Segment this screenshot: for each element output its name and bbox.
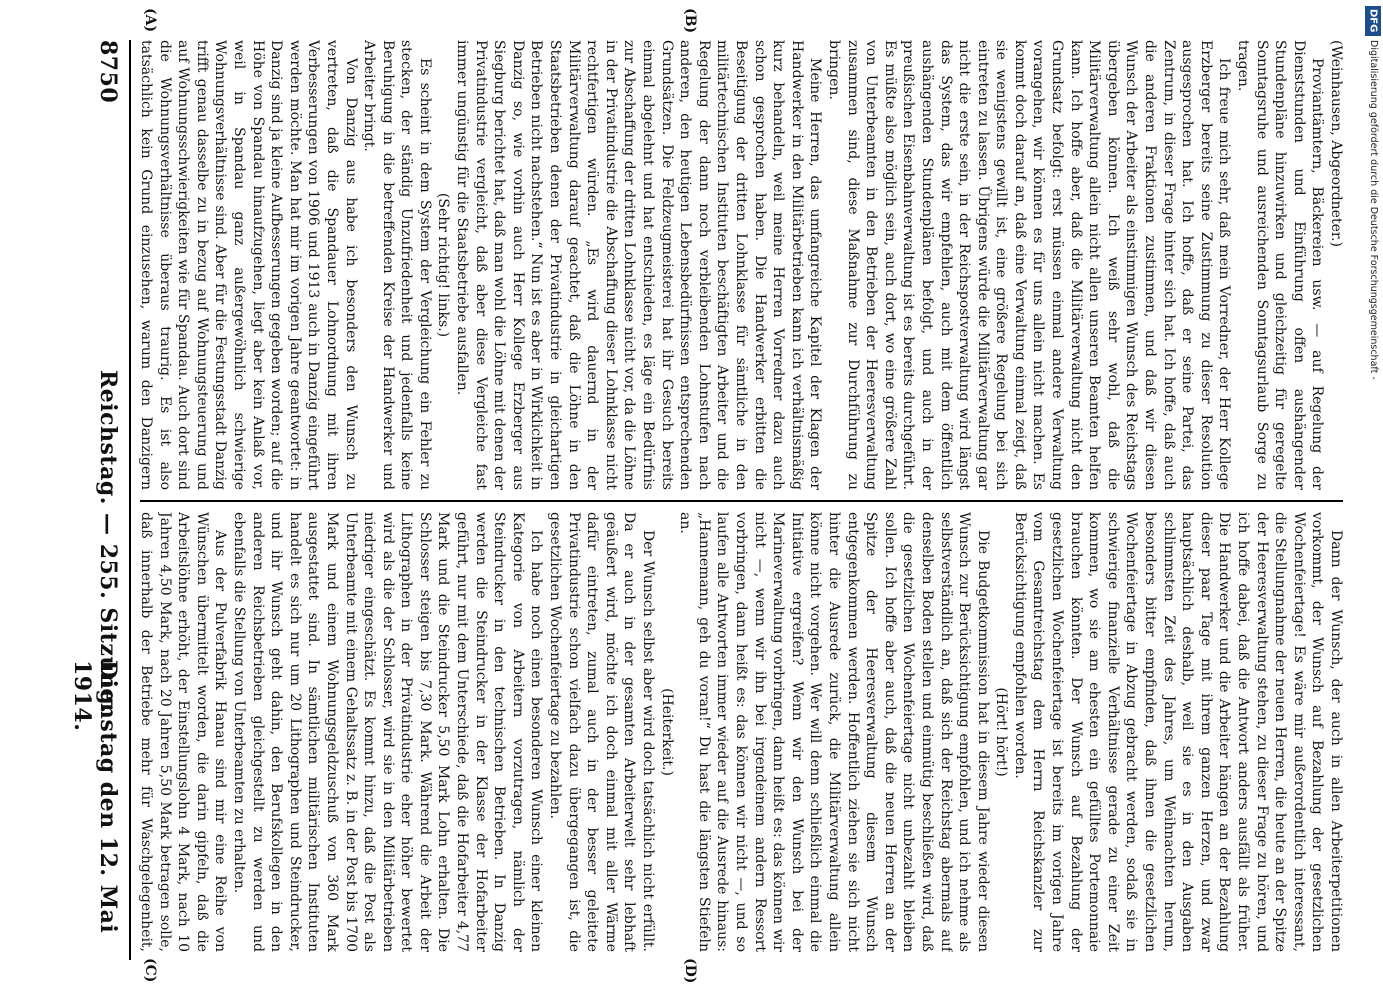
column-divider [140,500,1343,502]
interjection: (Heiterkeit.) [658,688,675,776]
paragraph: Dann der Wunsch, der auch in allen Arbeiterpetitionen vorkommt, der Wunsch auf Bezahlung der gesetzlichen Wochenfeiertage! Es wäre mir außerordentlich interessant, die Stellungnahme der neuen Herren, die heute an der Spitze der Heeresverwaltung stehen, zu dieser Frage zu hören, und ich hoffe dabei, daß die Antwort anders ausfällt als früher. Die Handwerker und die Arbeiter hängen an der Bezahlung dieser paar Tage mit ihrem ganzen Herzen, und zwar hauptsächlich deshalb, weil sie es in den Ausgaben schlimmsten Zeit des Jahres, um Weihnachten herum, besonders bitter empfinden, daß ihnen die gesetzlichen Wochenfeiertage in Abzug gebracht werden, sodaß sie in schwierige finanzielle Verhältnisse gerade zu einer Zeit kommen, wo sie am ehesten ein gefülltes Portemonnaie brauchen könnten. Der Wunsch auf Bezahlung der gesetzlichen Wochenfeiertage ist bereits im vorigen Jahre vom Gesamtreichstag dem Herrn Reichskanzler zur Berücksichtigung empfohlen worden. [1011,512,1344,952]
margin-d: (D) [682,958,698,984]
header-rule [129,40,131,960]
digitization-note: Digitalisierung gefördert durch die Deutsche Forschungsgemeinschaft - [1368,40,1379,380]
paragraph: Ich freue mich sehr, daß mein Vorredner, der Herr Kollege Erzberger bereits seine Zustimmung zu dieser Resolution ausgesprochen hat. Ich hoffe, daß er seine Partei, das Zentrum, in dieser Frage hinter sich hat. Ich hoffe, daß auch die anderen Fraktionen zustimmen, und daß wir diesen Wunsch der Arbeiter als einstimmigen Wunsch des Reichstags übergeben können. Ich weiß sehr wohl, daß die Militärverwaltung allein nicht allen unseren Beamten helfen kann. Ich hoffe aber, daß die Militärverwaltung nicht den Grundsatz befolgt: erst müssen einmal andere Verwaltung vorangehen, wir können es für uns allein nicht machen. Es kommt doch darauf an, daß eine Verwaltung einmal zeigt, daß sie wenigstens gewillt ist, eine größere Regelung bei sich eintreten zu lassen. Übrigens würde die Militärverwaltung gar nicht die erste sein, in der Reichspostverwaltung wird längst das System, das wir empfehlen, auch mit dem öffentlich aushängenden Stundenplänen befolgt, und auch in der preußischen Eisenbahnverwaltung ist es bereits durchgeführt. Es müßte also möglich sein, auch dort, wo eine größere Zahl von Unterbeamten in den Betrieben der Heeresverwaltung zusammen sind, diese Maßnahme zur Durchführung zu bringen. [825,40,1233,490]
interjection: (Hört! hört!) [993,687,1010,777]
paragraph: Aus der Pulverfabrik Hanau sind mir eine Reihe von Wünschen übermittelt worden, die darin gipfeln, daß die Arbeitslöhne erhöht, der Einstellungslohn 4 Mark, nach 10 Jahren 4,50 Mark, nach 20 Jahren 5,50 Mark betragen solle, daß innerhalb der Betriebe mehr für Waschgelegenheit, [138,512,229,952]
right-column [138,512,1345,952]
page-header [61,40,121,960]
page-number: 8750 [95,40,121,104]
margin-c: (C) [142,958,158,983]
left-column [138,40,1345,490]
paragraph: Von Danzig aus habe ich besonders den Wunsch zu vertreten, daß die Spandauer Lohnordnung mit ihren Verbesserungen von 1906 und 1913 auch in Danzig eingeführt werden möchte. Man hat mir im vorigen Jahre geantwortet: in Danzig sind ja kleine Aufbesserungen gegeben worden; auf die Höhe von Spandau hinaufzugehen, liegt aber kein Anlaß vor, weil in Spandau ganz außergewöhnlich schwierige Wohnungsverhältnisse sind. Aber für die Festungsstadt Danzig trifft genau dasselbe zu in bezug auf Wohnungsteuerung und auf Wohnungsschwierigkeiten wie für Spandau. Auch dort sind die Wohnungsverhältnisse überaus traurig. Es ist also tatsächlich kein Grund einzusehen, warum den Danzigern [138,40,359,490]
margin-a: (A) [142,8,158,33]
margin-b: (B) [682,8,698,34]
session-date: Dienstag den 12. Mai 1914. [69,660,121,934]
dfg-logo: DFG [1365,6,1381,36]
speaker-note: (Weinhausen, Abgeordneter.) [1328,40,1344,247]
paragraph: Ich habe noch einen besonderen Wunsch einer kleinen Kategorie von Arbeitern vorzutragen, nämlich der Steindrucker in den technischen Betrieben. In Danzig werden die Steindrucker in der Klasse der Hofarbeiter geführt, nur mit dem Unterschiede, daß die Hofarbeiter 4,77 Mark und die Steindrucker 5,50 Mark Lohn erhalten. Die Schlosser steigen bis 7,30 Mark. Während die Arbeit der Lithographen in der Privatindustrie eher höher bewertet wird als die der Schlosser, wird sie in den Militärbetrieben niedriger eingeschätzt. Es kommt hinzu, daß die Post als Unterbeamte mit einem Gehaltssatz z. B. in der Post bis 1700 Mark und einem Wohnungsgeldzuschuß von 360 Mark ausgestattet sind. In sämtlichen militärischen Instituten handelt es sich nur um 20 Lithographen und Steindrucker, und ihr Wunsch geht dahin, den Berufskollegen in den anderen Reichsbetrieben gleichgestellt zu werden und ebenfalls die Stellung von Unterbeamten zu erhalten. [230,512,545,952]
paragraph: Der Wunsch selbst aber wird doch tatsächlich nicht erfüllt. Da er auch in der gesamten Arbeiterwelt sehr lebhaft geäußert wird, möchte ich doch einmal mit aller Wärme dafür eintreten, zumal auch in der besser geleitete Privatindustrie schon vielfach dazu übergegangen ist, die gesetzlichen Wochenfeiertage zu bezahlen. [547,512,657,952]
paragraph: Meine Herren, das umfangreiche Kapitel der Klagen der Handwerker in den Militärbetrieben kann ich verhältnismäßig kurz behandeln, weil meine Herren Vorredner dazu auch schon gesprochen haben. Die Handwerker erbitten die Beseitigung der dritten Lohnklasse für sämtliche in den militärtechnischen Instituten beschäftigten Arbeiter und die Regelung der dann noch verbleibenden Lohnstufen nach anderen, den heutigen Lebensbedürfnissen entsprechenden Grundsätzen. Die Feldzeugmeisterei hat ihr Gesuch bereits einmal abgelehnt und hat entschieden, es läge ein Bedürfnis zur Abschaffung der dritten Lohnklasse nicht vor, da die Löhne in der Privatindustrie die Abschaffung dieser Lohnklasse nicht rechtfertigen würden. „Es wird dauernd in der Militärverwaltung darauf geachtet, daß die Löhne in den Staatsbetrieben denen der Privatindustrie in gleichartigen Betrieben nicht nachstehen.“ Nun ist es aber in Wirklichkeit in Danzig so, wie vorhin auch Herr Kollege Erzberger aus Siegburg berichtet hat, daß man wohl die Löhne mit denen der Privatindustrie vergleicht, daß aber diese Vergleiche fast immer ungünstig für die Staatsbetriebe ausfallen. [454,40,824,490]
paragraph: Proviantämtern, Bäckereien usw. — auf Regelung der Dienststunden und Einführung offen aushängender Stundenpläne hinzuwirken und gleichzeitig für geregelte Sonntagsruhe und ausreichenden Sonntagsurlaub Sorge zu tragen. [1235,40,1326,490]
session-title: Reichstag. — 255. Sitzung. [95,370,121,714]
paragraph: Die Budgetkommission hat in diesem Jahre wieder diesen Wunsch zur Berücksichtigung empfohlen, und ich nehme als selbstverständlich an, daß sich der Reichstag abermals auf denselben Boden stellen und einmütig beschließen wird, daß die gesetzlichen Wochenfeiertage nicht unbezahlt bleiben sollen. Ich hoffe aber auch, daß die neuen Herren an der Spitze der Heeresverwaltung diesem Wunsch entgegenkommen werden. Hoffentlich ziehen sie sich nicht hinter die Ausrede zurück, die Militärverwaltung allein könne nicht vorgehen. Wer will denn schließlich einmal die Initiative ergreifen? Wenn wir den Wunsch bei der Marineverwaltung vorbringen, dann heißt es: das können wir nicht —, wenn wir ihn bei irgendeinem andern Ressort vorbringen, dann heißt es: das können wir nicht —, und so laufen alle Antworten immer wieder auf die Ausrede hinaus: „Hannemann, geh du voran!“ Du hast die längsten Stiefeln an. [677,512,991,952]
paragraph: Es scheint in dem System der Vergleichung ein Fehler zu stecken, der ständig Unzufriedenheit und jedenfalls keine Beruhigung in die betreffenden Kreise der Handwerker und Arbeiter bringt. [361,40,433,490]
interjection: (Sehr richtig! links.) [435,192,452,338]
digitization-strip [1361,0,1383,1000]
